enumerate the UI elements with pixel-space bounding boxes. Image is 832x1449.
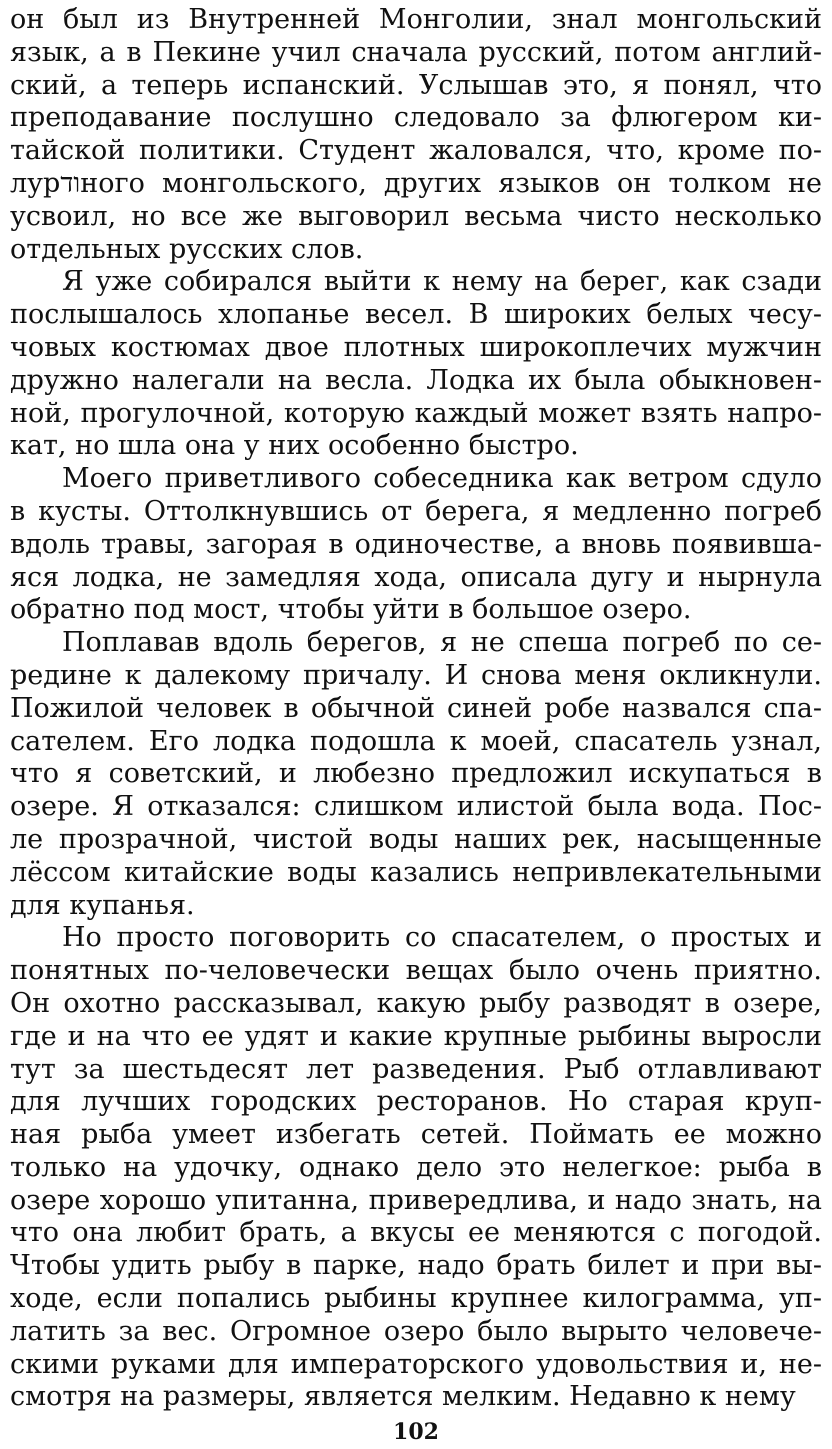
text-line: лурודного монгольского, других языков он толком не	[10, 167, 822, 199]
text-line: в кусты. Оттолкнувшись от берега, я медленно погреб	[10, 495, 822, 527]
text-line: латить за вес. Огромное озеро было вырыто человече-	[10, 1315, 822, 1347]
text-line: для купанья.	[10, 889, 195, 921]
text-line: что она любит брать, а вкусы ее меняются с погодой.	[10, 1217, 822, 1249]
text-line: вдоль травы, загорая в одиночестве, а вновь появивша-	[10, 528, 822, 560]
page-number: 102	[393, 1419, 439, 1445]
text-line: усвоил, но все же выговорил весьма чисто несколько	[10, 200, 822, 232]
text-line: лёссом китайские воды казались непривлекательными	[10, 856, 822, 888]
text-line: отдельных русских слов.	[10, 233, 364, 265]
text-line: он был из Внутренней Монголии, знал монгольский	[10, 4, 822, 35]
text-line: только на удочку, однако дело это нелегкое: рыба в	[10, 1151, 822, 1183]
text-line: Но просто поговорить со спасателем, о простых и	[62, 922, 822, 954]
text-line: обратно под мост, чтобы уйти в большое озеро.	[10, 594, 692, 626]
text-line: для лучших городских ресторанов. Но старая круп-	[10, 1086, 822, 1118]
text-line: ле прозрачной, чистой воды наших рек, насыщенные	[10, 823, 822, 855]
text-line: тут за шестьдесят лет разведения. Рыб отлавливают	[10, 1053, 822, 1085]
text-line: что я советский, и любезно предложил искупаться в	[10, 758, 822, 790]
text-line: Я уже собирался выйти к нему на берег, как сзади	[62, 266, 822, 298]
text-line: редине к далекому причалу. И снова меня окликнули.	[10, 659, 822, 691]
text-line: ский, а теперь испанский. Услышав это, я понял, что	[10, 69, 822, 101]
text-line: Пожилой человек в обычной синей робе назвался спа-	[10, 692, 822, 724]
book-page	[10, 4, 822, 1414]
text-line: тайской политики. Студент жаловался, что, кроме по-	[10, 135, 822, 167]
text-line: сателем. Его лодка подошла к моей, спасатель узнал,	[10, 725, 822, 757]
text-line: ходе, если попались рыбины крупнее килограмма, уп-	[10, 1283, 822, 1315]
paragraph	[10, 266, 822, 463]
text-line: яся лодка, не замедляя хода, описала дугу и нырнула	[10, 561, 822, 593]
text-line: послышалось хлопанье весел. В широких белых чесу-	[10, 299, 822, 331]
text-line: кат, но шла она у них особенно быстро.	[10, 430, 579, 462]
paragraph	[10, 4, 822, 266]
text-line: Он охотно рассказывал, какую рыбу разводят в озере,	[10, 987, 822, 1019]
text-line: смотря на размеры, является мелким. Недавно к нему	[10, 1381, 796, 1413]
text-line: Моего приветливого собеседника как ветром сдуло	[62, 463, 822, 495]
text-line: язык, а в Пекине учил сначала русский, потом англий-	[10, 36, 822, 68]
text-line: човых костюмах двое плотных широкоплечих мужчин	[10, 331, 822, 363]
text-line: где и на что ее удят и какие крупные рыбины выросли	[10, 1020, 822, 1052]
text-line: озере хорошо упитанна, привередлива, и надо знать, на	[10, 1184, 822, 1216]
paragraph	[10, 922, 822, 1414]
page-body-text	[10, 4, 822, 1414]
text-line: Чтобы удить рыбу в парке, надо брать билет и при вы-	[10, 1250, 822, 1282]
text-line: преподавание послушно следовало за флюгером ки-	[10, 102, 822, 134]
text-line: ной, прогулочной, которую каждый может взять напро-	[10, 397, 822, 429]
paragraph	[10, 627, 822, 922]
text-line: Поплавав вдоль берегов, я не спеша погреб по се-	[62, 627, 822, 659]
text-line: понятных по-человечески вещах было очень приятно.	[10, 955, 822, 987]
paragraph	[10, 463, 822, 627]
text-line: озере. Я отказался: слишком илистой была вода. Пос-	[10, 791, 822, 823]
text-line: скими руками для императорского удовольствия и, не-	[10, 1348, 822, 1380]
text-line: ная рыба умеет избегать сетей. Поймать ее можно	[10, 1119, 822, 1151]
text-line: дружно налегали на весла. Лодка их была обыкновен-	[10, 364, 822, 396]
